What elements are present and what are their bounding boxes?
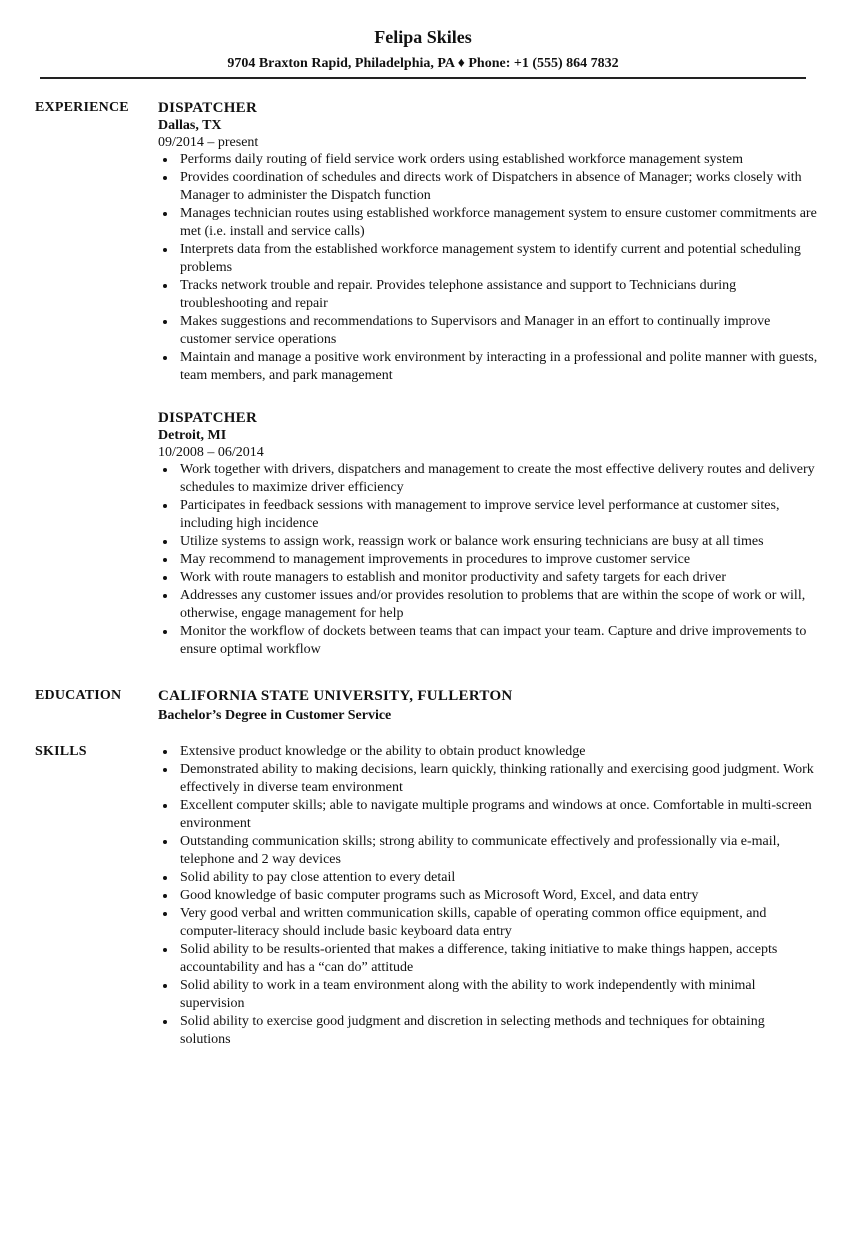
skill-item bbox=[158, 1013, 818, 1049]
skills-body bbox=[158, 743, 818, 1049]
job-title: DISPATCHER bbox=[158, 410, 258, 426]
bullet-icon bbox=[163, 320, 167, 324]
job-dates: 09/2014 – present bbox=[158, 135, 259, 150]
job-entry bbox=[158, 99, 818, 385]
job-bullet bbox=[158, 569, 818, 587]
section-label-education: EDUCATION bbox=[35, 688, 122, 703]
bullet-icon bbox=[163, 558, 167, 562]
bullet-icon bbox=[163, 212, 167, 216]
contact-line: 9704 Braxton Rapid, Philadelphia, PA ♦ Phone: +1 (555) 864 7832 bbox=[227, 56, 619, 71]
job-bullet-text: Manages technician routes using established workforce management system to ensure customer commitments are met (i.e. install and service calls) bbox=[180, 206, 817, 239]
skill-text: Outstanding communication skills; strong ability to communicate effectively and professionally via e-mail, telephone and 2 way devices bbox=[180, 834, 781, 867]
skill-item bbox=[158, 977, 818, 1013]
bullet-icon bbox=[163, 984, 167, 988]
bullet-icon bbox=[163, 876, 167, 880]
bullet-icon bbox=[163, 504, 167, 508]
bullet-icon bbox=[163, 912, 167, 916]
job-title: DISPATCHER bbox=[158, 100, 258, 116]
skill-text: Excellent computer skills; able to navigate multiple programs and windows at once. Comfortable in multi-screen environment bbox=[180, 798, 812, 831]
experience-body bbox=[158, 99, 818, 659]
skill-item bbox=[158, 869, 818, 887]
skill-item bbox=[158, 887, 818, 905]
skill-text: Extensive product knowledge or the ability to obtain product knowledge bbox=[180, 744, 586, 759]
job-entry bbox=[158, 409, 818, 659]
job-location: Dallas, TX bbox=[158, 118, 222, 133]
bullet-icon bbox=[163, 948, 167, 952]
bullet-icon bbox=[163, 576, 167, 580]
job-bullet-text: Makes suggestions and recommendations to Supervisors and Manager in an effort to continually improve customer service operations bbox=[180, 314, 771, 347]
bullet-icon bbox=[163, 248, 167, 252]
job-dates: 10/2008 – 06/2014 bbox=[158, 445, 264, 460]
job-bullet-text: May recommend to management improvements in procedures to improve customer service bbox=[180, 552, 691, 567]
bullet-icon bbox=[163, 176, 167, 180]
job-bullet bbox=[158, 169, 818, 205]
job-bullet bbox=[158, 313, 818, 349]
bullet-icon bbox=[163, 284, 167, 288]
skill-item bbox=[158, 833, 818, 869]
skills-list bbox=[158, 743, 818, 1049]
job-bullet bbox=[158, 205, 818, 241]
skill-text: Good knowledge of basic computer programs such as Microsoft Word, Excel, and data entry bbox=[180, 888, 699, 903]
bullet-icon bbox=[163, 594, 167, 598]
bullet-icon bbox=[163, 158, 167, 162]
job-bullet-text: Participates in feedback sessions with management to improve service level performance at customer sites, including high incidence bbox=[180, 498, 780, 531]
job-bullet-text: Work together with drivers, dispatchers and management to create the most effective delivery routes and delivery schedules to maximize driver efficiency bbox=[180, 462, 815, 495]
skill-text: Solid ability to exercise good judgment and discretion in selecting methods and techniques for obtaining solutions bbox=[180, 1014, 765, 1047]
job-bullet bbox=[158, 587, 818, 623]
bullet-icon bbox=[163, 540, 167, 544]
job-bullet-list bbox=[158, 151, 818, 385]
job-bullet bbox=[158, 623, 818, 659]
skill-item bbox=[158, 743, 818, 761]
section-label-skills: SKILLS bbox=[35, 744, 87, 759]
skill-item bbox=[158, 905, 818, 941]
bullet-icon bbox=[163, 768, 167, 772]
job-bullet-text: Addresses any customer issues and/or provides resolution to problems that are within the scope of work or will, otherwise, engage management for help bbox=[180, 588, 806, 621]
header-divider bbox=[40, 77, 806, 79]
skill-text: Solid ability to work in a team environment along with the ability to work independently with minimal supervision bbox=[180, 978, 756, 1011]
job-bullet bbox=[158, 533, 818, 551]
job-bullet bbox=[158, 349, 818, 385]
job-bullet-text: Performs daily routing of field service work orders using established workforce management system bbox=[180, 152, 743, 167]
skill-text: Very good verbal and written communication skills, capable of operating common office equipment, and computer-literacy should include basic keyboard data entry bbox=[180, 906, 767, 939]
degree-name: Bachelor’s Degree in Customer Service bbox=[158, 708, 392, 723]
job-bullet-text: Monitor the workflow of dockets between teams that can impact your team. Capture and drive improvements to ensure optimal workflow bbox=[180, 624, 807, 657]
skill-text: Demonstrated ability to making decisions, learn quickly, thinking rationally and exercising good judgment. Work effectively in diverse team environment bbox=[180, 762, 814, 795]
candidate-name: Felipa Skiles bbox=[374, 27, 472, 47]
job-location: Detroit, MI bbox=[158, 428, 227, 443]
section-label-experience: EXPERIENCE bbox=[35, 100, 129, 115]
job-bullet-text: Maintain and manage a positive work environment by interacting in a professional and polite manner with guests, team members, and park management bbox=[180, 350, 818, 383]
bullet-icon bbox=[163, 840, 167, 844]
skill-text: Solid ability to be results-oriented that makes a difference, taking initiative to make things happen, accepts accountability and has a “can do” attitude bbox=[180, 942, 778, 975]
skill-item bbox=[158, 761, 818, 797]
job-bullet bbox=[158, 461, 818, 497]
job-bullet bbox=[158, 277, 818, 313]
job-bullet-text: Provides coordination of schedules and directs work of Dispatchers in absence of Manager; works closely with Manager to administer the Dispatch function bbox=[180, 170, 802, 203]
job-bullet bbox=[158, 551, 818, 569]
bullet-icon bbox=[163, 894, 167, 898]
bullet-icon bbox=[163, 1020, 167, 1024]
resume-header bbox=[0, 25, 846, 74]
skill-item bbox=[158, 797, 818, 833]
bullet-icon bbox=[163, 468, 167, 472]
job-bullet-text: Utilize systems to assign work, reassign work or balance work ensuring technicians are busy at all times bbox=[180, 534, 764, 549]
education-body bbox=[158, 687, 818, 725]
skill-item bbox=[158, 941, 818, 977]
bullet-icon bbox=[163, 630, 167, 634]
job-bullet bbox=[158, 497, 818, 533]
skill-text: Solid ability to pay close attention to every detail bbox=[180, 870, 456, 885]
bullet-icon bbox=[163, 804, 167, 808]
job-bullet-text: Work with route managers to establish and monitor productivity and safety targets for each driver bbox=[180, 570, 727, 585]
job-bullet bbox=[158, 151, 818, 169]
job-bullet-text: Tracks network trouble and repair. Provides telephone assistance and support to Technicians during troubleshooting and repair bbox=[180, 278, 737, 311]
bullet-icon bbox=[163, 750, 167, 754]
job-bullet-text: Interprets data from the established workforce management system to identify current and potential scheduling problems bbox=[180, 242, 801, 275]
job-bullet bbox=[158, 241, 818, 277]
job-bullet-list bbox=[158, 461, 818, 659]
bullet-icon bbox=[163, 356, 167, 360]
school-name: CALIFORNIA STATE UNIVERSITY, FULLERTON bbox=[158, 688, 513, 704]
